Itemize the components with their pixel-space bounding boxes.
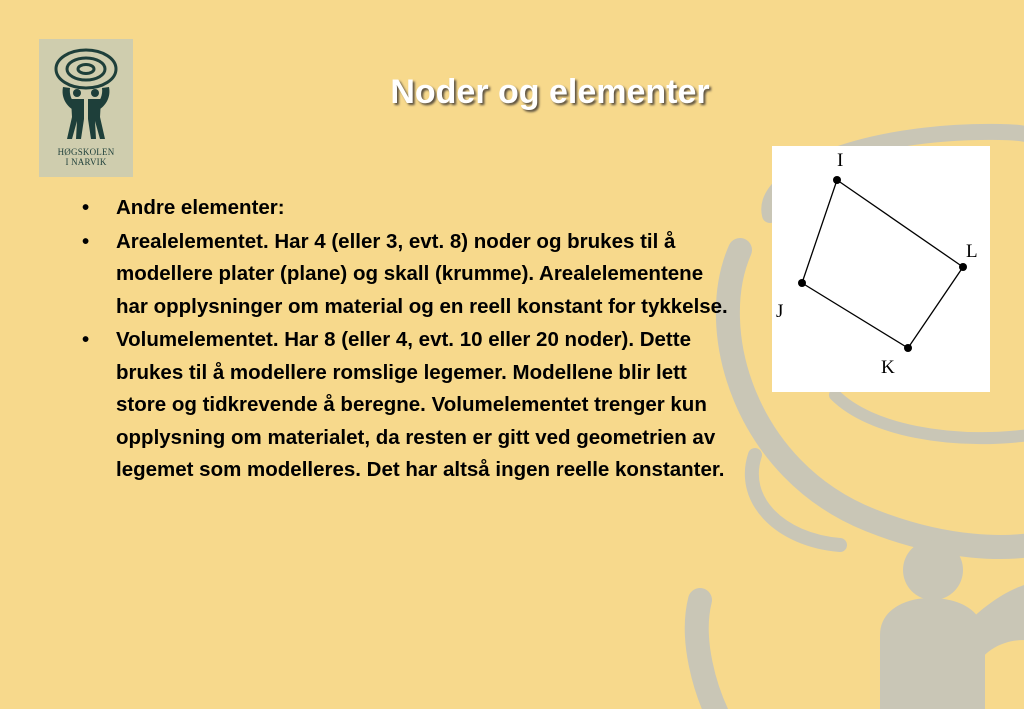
logo-text-line2: I NARVIK (65, 157, 107, 167)
node-label-j: J (776, 301, 784, 322)
node-k-point (904, 344, 912, 352)
node-label-i: I (837, 150, 844, 171)
logo-text-line1: HØGSKOLEN (57, 147, 115, 157)
node-j-point (798, 279, 806, 287)
quad-element-figure (772, 146, 990, 392)
bullet-symbol: • (82, 196, 90, 219)
quad-element-edges (802, 180, 963, 348)
slide-title: Noder og elementer (390, 73, 710, 111)
node-label-k: K (881, 357, 895, 378)
bullet-symbol: • (82, 328, 90, 351)
bullet-symbol: • (82, 229, 90, 253)
bullet-item (82, 226, 732, 324)
bullet-list (82, 192, 732, 488)
node-label-l: L (966, 241, 978, 262)
logo-emblem (39, 39, 133, 149)
bullet-text: Volumelementet. Har 8 (eller 4, evt. 10 eller 20 noder). Dette brukes til å modellere romslige legemer. Modellene blir lett store og tidkrevende å beregne. Volumelementet trenger kun opplysning om materialet, da resten er gitt ved geometrien av legemet som modelleres. Det har altså ingen reelle konstanter. (116, 328, 725, 481)
bullet-text: Andre elementer: (116, 196, 285, 219)
bullet-text: Arealelementet. Har 4 (eller 3, evt. 8) noder og brukes til å modellere plater (plane) og skall (krumme). Arealelementene har opplysninger om material og en reell konstant for tykkelse. (116, 229, 728, 318)
bullet-item (82, 192, 732, 225)
bullet-item (82, 324, 732, 487)
logo (39, 39, 133, 177)
node-i-point (833, 176, 841, 184)
node-l-point (959, 263, 967, 271)
quad-element-diagram (772, 146, 990, 392)
